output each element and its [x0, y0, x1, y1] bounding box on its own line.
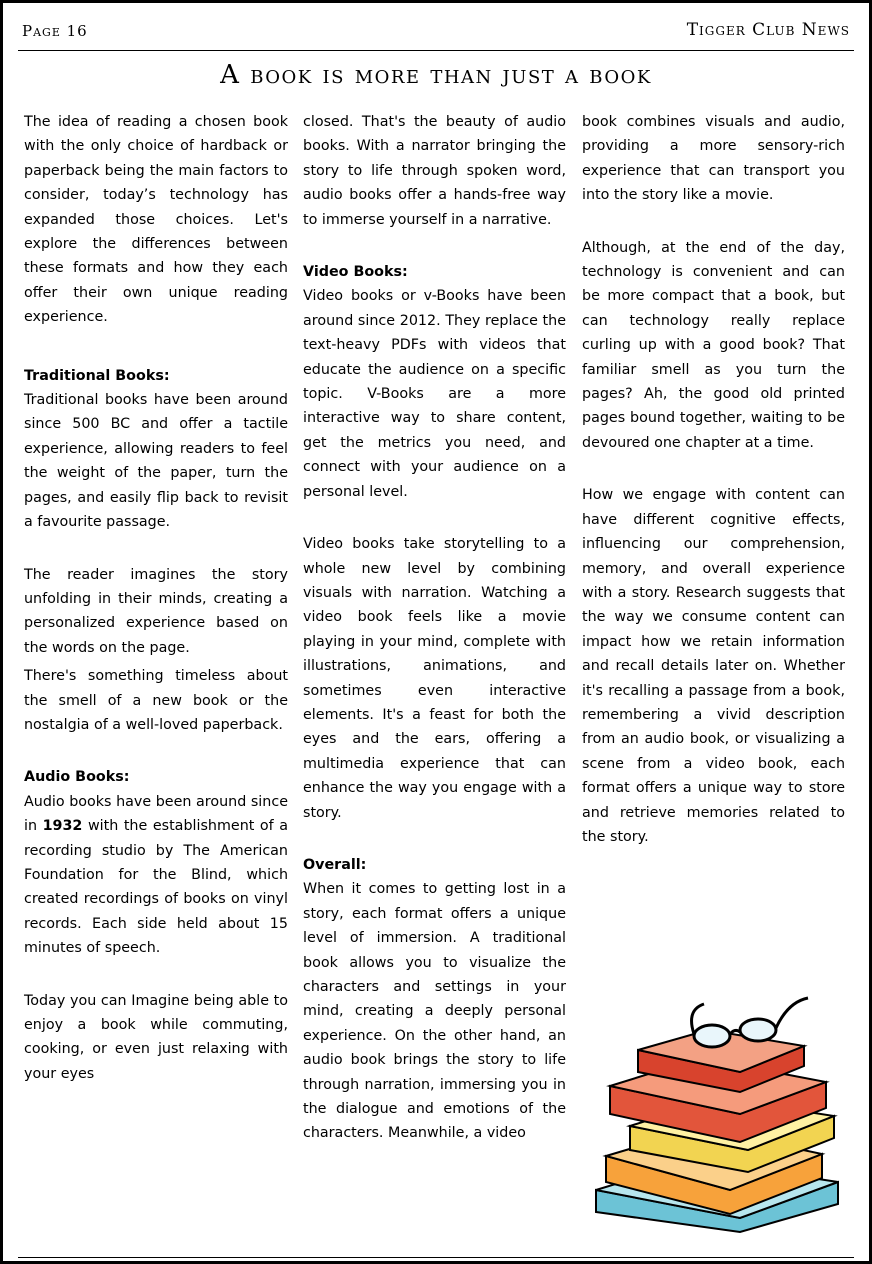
video-heading: Video Books: — [303, 264, 408, 281]
video-paragraph-1: Video books or v-Books have been around since 2012. They replace the text-heavy PDFs with videos that educate the audience on a specific topic. V-Books are a more interactive way to share content, get the metrics you need, and connect with your audience on a personal level. — [303, 288, 566, 500]
overall-paragraph-3: How we engage with content can have different cognitive effects, influencing our comprehension, memory, and overall experience with a story. Research suggests that the way we consume content can impact how we retain information and recall details later on. Whether it's recalling a passage from a book, remembering a vivid description from an audio book, or visualizing a scene from a video book, each format offers a unique way to store and retrieve memories related to the story. — [582, 487, 845, 845]
column-2 — [303, 110, 566, 1146]
audio-paragraph-2-part-1: Today you can Imagine being able to enjoy a book while commuting, cooking, or even just relaxing with your eyes — [24, 992, 288, 1082]
header-divider — [18, 50, 854, 51]
audio-text-end: with the establishment of a recording studio by The American Foundation for the Blind, which created recordings of books on vinyl records. Each side held about 15 minutes of speech. — [24, 818, 289, 957]
article-title: A book is more than just a book — [220, 60, 652, 90]
overall-paragraph-2: Although, at the end of the day, technology is convenient and can be more compact that a book, but can technology really replace curling up with a good book? That familiar smell as you turn the pages? Ah, the good old printed pages bound together, waiting to be devoured one chapter at a time. — [582, 239, 845, 451]
stacked-books-with-glasses-icon — [590, 990, 848, 1235]
column-3 — [582, 110, 845, 849]
audio-text-start: Audio books have been around since in — [24, 793, 288, 835]
overall-heading: Overall: — [303, 856, 367, 873]
page-number: Page 16 — [22, 22, 88, 40]
overall-paragraph-1-part-1: When it comes to getting lost in a story, each format offers a unique level of immersion. A traditional book allows you to visualize the characters and settings in your mind, creating a deeply personal experience. On the other hand, an audio book brings the story to life through narration, immersing you in the dialogue and emotions of the characters. Meanwhile, a video — [303, 881, 566, 1142]
traditional-paragraph-2: The reader imagines the story unfolding in their minds, creating a personalized experience based on the words on the page. — [24, 566, 288, 656]
overall-paragraph-1-part-2: book combines visuals and audio, providing a more sensory-rich experience that can transport you into the story like a movie. — [582, 114, 845, 204]
traditional-heading: Traditional Books: — [24, 367, 170, 384]
traditional-paragraph-3: There's something timeless about the smell of a new book or the nostalgia of a well-loved paperback. — [24, 668, 288, 733]
audio-paragraph-2-part-2: closed. That's the beauty of audio books. With a narrator bringing the story to life through spoken word, audio books offer a hands-free way to immerse yourself in a narrative. — [303, 114, 566, 228]
footer-divider — [18, 1257, 854, 1258]
video-paragraph-2: Video books take storytelling to a whole new level by combining visuals with narration. Watching a video book feels like a movie playing in your mind, complete with illustrations, animations, and sometimes even interactive elements. It's a feast for both the eyes and the ears, offering a multimedia experience that can enhance the way you engage with a story. — [303, 536, 566, 821]
audio-heading: Audio Books: — [24, 769, 130, 786]
intro-paragraph: The idea of reading a chosen book with the only choice of hardback or paperback being the main factors to consider, today’s technology has expanded those choices. Let's explore the differences between these formats and how they each offer their own unique reading experience. — [24, 114, 288, 326]
traditional-paragraph-1: Traditional books have been around since 500 BC and offer a tactile experience, allowing readers to feel the weight of the paper, turn the pages, and easily flip back to revisit a favourite passage. — [24, 392, 288, 531]
audio-year: 1932 — [42, 818, 83, 835]
newsletter-name: Tigger Club News — [686, 20, 850, 40]
column-1 — [24, 110, 288, 1086]
audio-paragraph-1 — [24, 790, 288, 961]
